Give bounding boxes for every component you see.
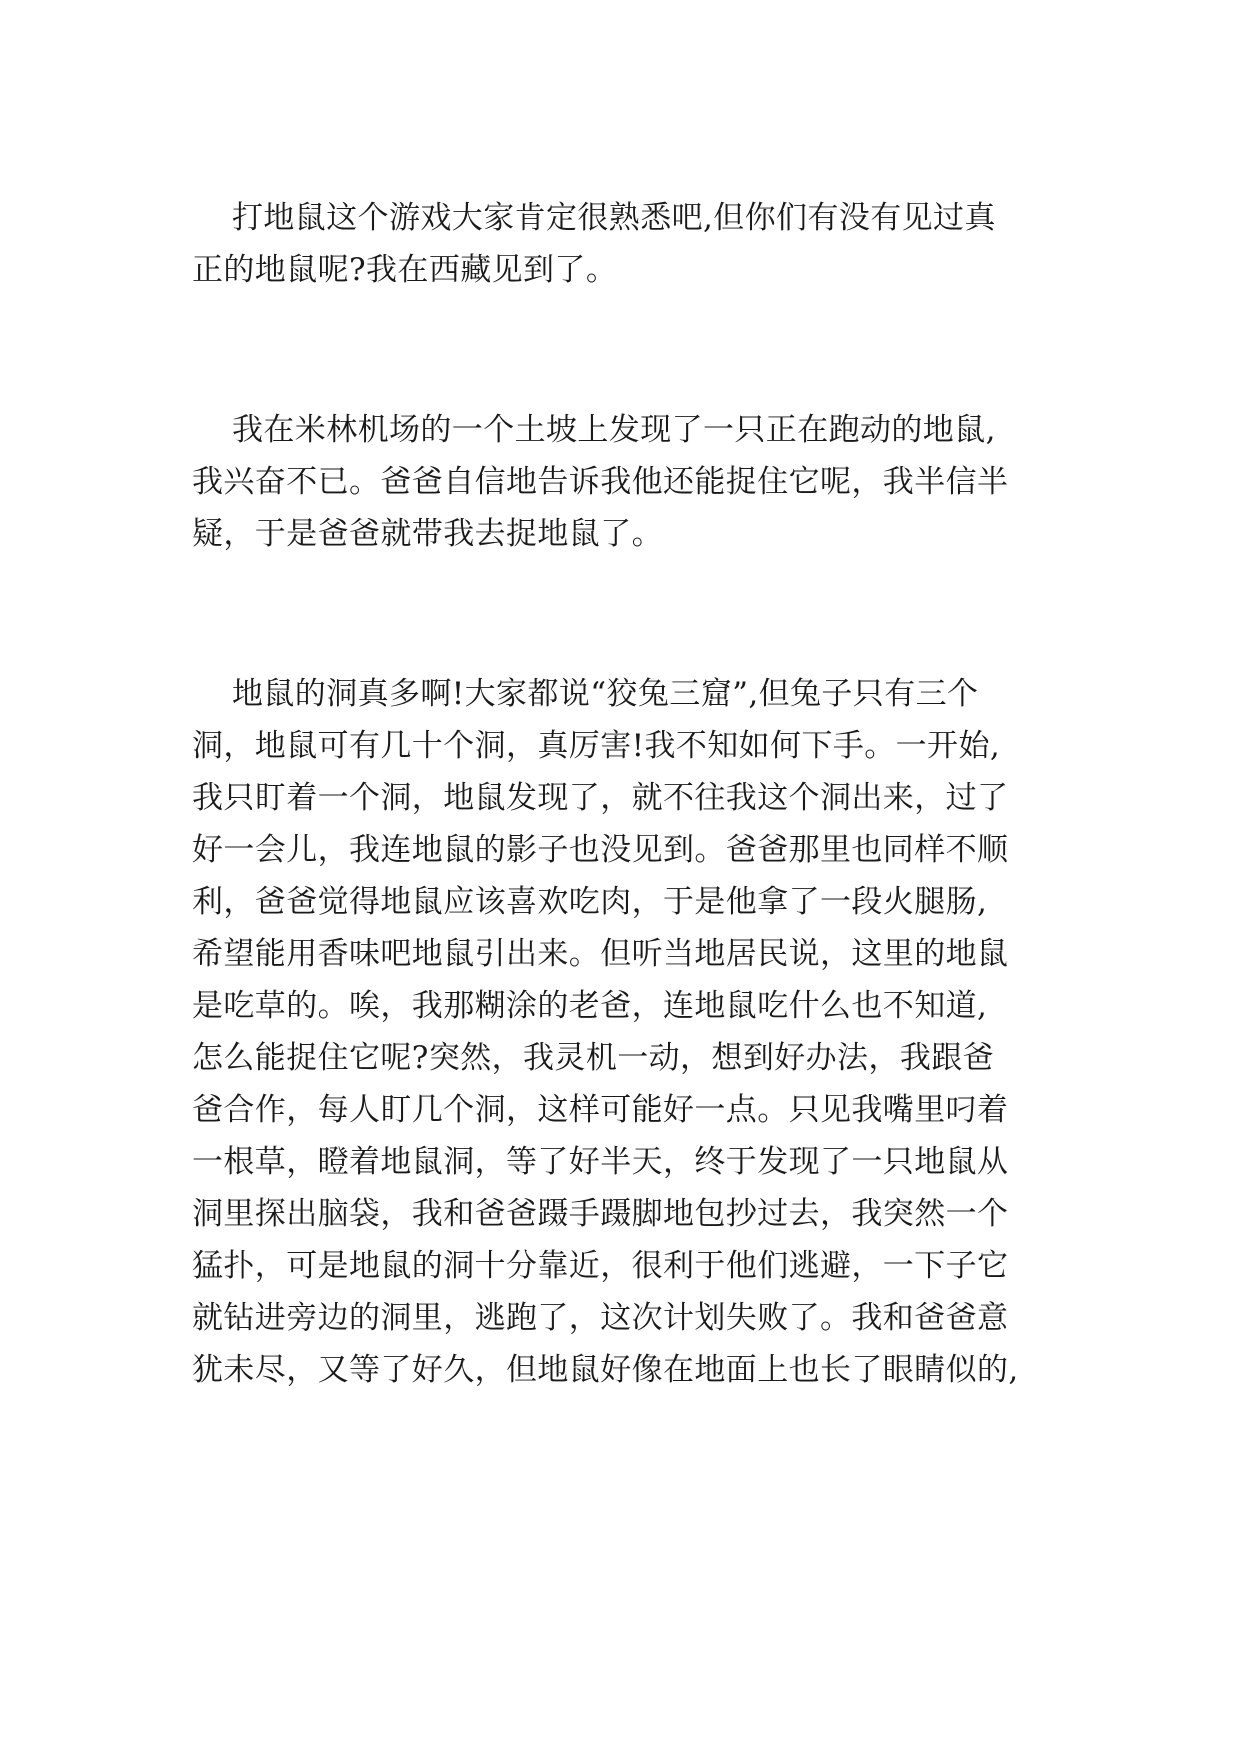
paragraph-3-line-10: 一根草，瞪着地鼠洞，等了好半天，终于发现了一只地鼠从 xyxy=(192,1144,1009,1180)
paragraph-3-line-2: 洞，地鼠可有几十个洞，真厉害!我不知如何下手。一开始, xyxy=(192,728,1001,764)
paragraph-3-line-14: 犹未尽，又等了好久，但地鼠好像在地面上也长了眼睛似的, xyxy=(192,1352,1019,1388)
paragraph-3-line-5: 利，爸爸觉得地鼠应该喜欢吃肉，于是他拿了一段火腿肠, xyxy=(192,884,988,920)
paragraph-3-line-7: 是吃草的。唉，我那糊涂的老爸，连地鼠吃什么也不知道, xyxy=(192,988,988,1024)
paragraph-3-line-13: 就钻进旁边的洞里，逃跑了，这次计划失败了。我和爸爸意 xyxy=(192,1300,1009,1336)
paragraph-2-line-2: 我兴奋不已。爸爸自信地告诉我他还能捉住它呢，我半信半 xyxy=(192,464,1009,500)
paragraph-1-line-1: 打地鼠这个游戏大家肯定很熟悉吧,但你们有没有见过真 xyxy=(232,200,996,236)
paragraph-2-line-1: 我在米林机场的一个土坡上发现了一只正在跑动的地鼠, xyxy=(232,412,996,448)
paragraph-3-line-3: 我只盯着一个洞，地鼠发现了，就不往我这个洞出来，过了 xyxy=(192,780,1009,816)
paragraph-2-line-3: 疑，于是爸爸就带我去捉地鼠了。 xyxy=(192,516,663,552)
paragraph-3-line-6: 希望能用香味吧地鼠引出来。但听当地居民说，这里的地鼠 xyxy=(192,936,1009,972)
paragraph-3-line-8: 怎么能捉住它呢?突然，我灵机一动，想到好办法，我跟爸 xyxy=(192,1040,995,1076)
paragraph-3-line-1: 地鼠的洞真多啊!大家都说“狡兔三窟”,但兔子只有三个 xyxy=(232,676,979,712)
paragraph-3-line-12: 猛扑，可是地鼠的洞十分靠近，很利于他们逃避，一下子它 xyxy=(192,1248,1009,1284)
paragraph-3-line-11: 洞里探出脑袋，我和爸爸蹑手蹑脚地包抄过去，我突然一个 xyxy=(192,1196,1009,1232)
paragraph-1-line-2: 正的地鼠呢?我在西藏见到了。 xyxy=(192,252,618,288)
paragraph-3-line-4: 好一会儿，我连地鼠的影子也没见到。爸爸那里也同样不顺 xyxy=(192,832,1009,868)
paragraph-3-line-9: 爸合作，每人盯几个洞，这样可能好一点。只见我嘴里叼着 xyxy=(192,1092,1009,1128)
